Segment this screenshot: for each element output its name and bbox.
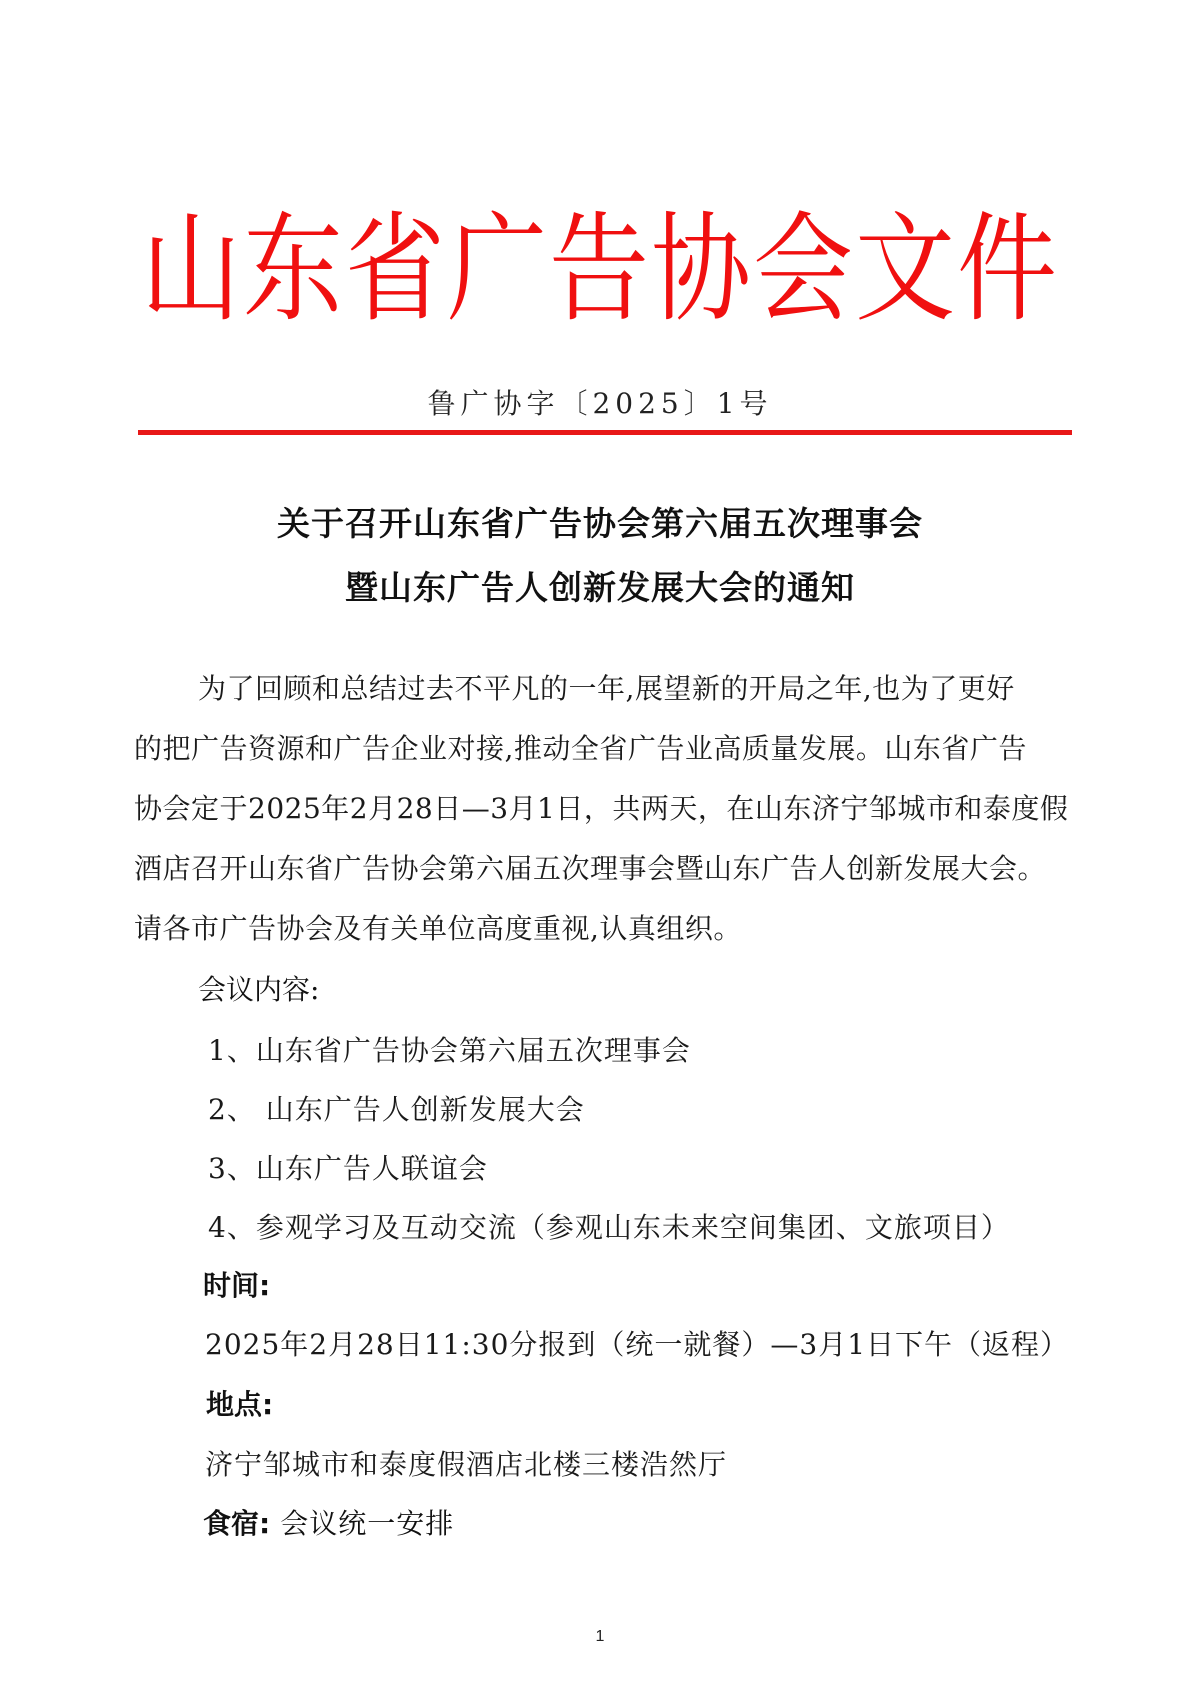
notice-title-line-1: 关于召开山东省广告协会第六届五次理事会 [277, 504, 923, 543]
time-value: 2025年2月28日11:30分报到（统一就餐）—3月1日下午（返程） [205, 1328, 1070, 1361]
page-number: 1 [595, 1628, 605, 1645]
intro-paragraph [134, 659, 1094, 959]
location-value: 济宁邹城市和泰度假酒店北楼三楼浩然厅 [205, 1448, 728, 1481]
lodging-heading: 食宿: [203, 1507, 271, 1540]
agenda-item: 2、 山东广告人创新发展大会 [208, 1093, 585, 1126]
masthead-title: 山东省广告协会文件 [141, 200, 1059, 339]
intro-line: 为了回顾和总结过去不平凡的一年,展望新的开局之年,也为了更好 [198, 672, 1015, 705]
intro-line: 请各市广告协会及有关单位高度重视,认真组织。 [134, 912, 742, 945]
intro-line: 协会定于2025年2月28日—3月1日，共两天，在山东济宁邹城市和泰度假 [134, 792, 1069, 825]
agenda-item: 4、参观学习及互动交流（参观山东未来空间集团、文旅项目） [208, 1211, 1010, 1244]
lodging-value: 会议统一安排 [280, 1507, 455, 1540]
intro-line: 的把广告资源和广告企业对接,推动全省广告业高质量发展。山东省广告 [134, 732, 1027, 765]
time-heading: 时间: [203, 1269, 271, 1302]
red-divider-line [138, 430, 1072, 435]
document-number: 鲁广协字〔2025〕1号 [427, 387, 773, 420]
agenda-item: 1、山东省广告协会第六届五次理事会 [208, 1034, 691, 1067]
lodging-row [203, 1504, 454, 1544]
location-heading: 地点: [206, 1388, 274, 1421]
notice-title-line-2: 暨山东广告人创新发展大会的通知 [345, 568, 855, 607]
agenda-heading: 会议内容: [198, 973, 320, 1006]
agenda-item: 3、山东广告人联谊会 [208, 1152, 488, 1185]
intro-line: 酒店召开山东省广告协会第六届五次理事会暨山东广告人创新发展大会。 [134, 852, 1047, 885]
